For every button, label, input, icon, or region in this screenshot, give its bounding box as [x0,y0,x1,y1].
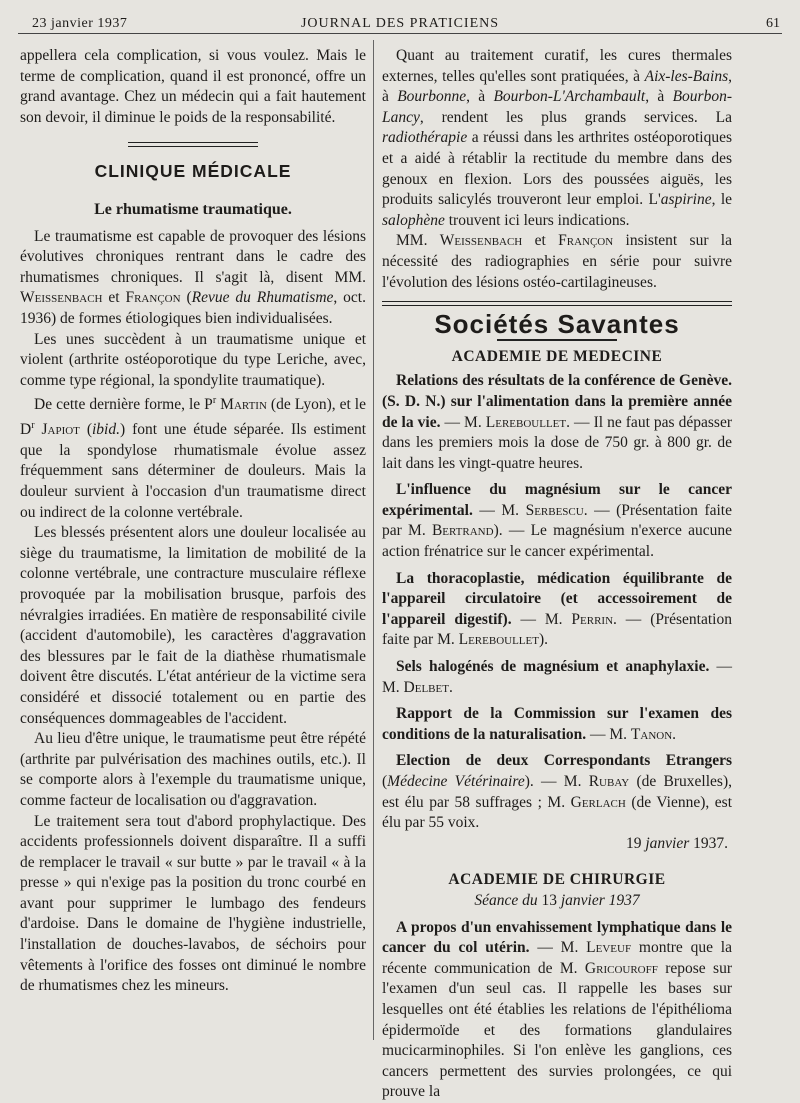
paragraph: MM. Weissenbach et Françon insistent sur la nécessité des radiographies en série pour suivre l'évolution des lésions ostéo-cartilagineuses. [382,232,732,291]
paragraph: Quant au traitement curatif, les cures thermales externes, telles qu'elles sont pratiquées, à Aix-les-Bains, à Bourbonne, à Bourbon-L'Archambault, à Bourbon-Lancy, rendent les plus grands services. La radiothérapie a réussi dans les arthrites ostéoporotiques et a aidé à rétablir la rectitude du membre dans des genoux en flexion. Lors des poussées aiguës, les produits salicylés trouveront leur emploi. L'aspirine, le salophène trouvent ici leurs indications. [382,47,733,229]
society-entry: Election de deux Correspondants Etrangers (Médecine Vétérinaire). — M. Rubay (de Bruxelles), est élu par 58 suffrages ; M. Gerlach (de Vienne), est élu par 55 voix. [382,752,732,832]
article-title: Le rhumatisme traumatique. [94,200,292,218]
column-divider [373,40,374,1040]
academy-heading: ACADEMIE DE CHIRURGIE [448,871,666,889]
journal-title: JOURNAL DES PRATICIENS [300,16,500,31]
society-entry: La thoracoplastie, médication équilibrante de l'appareil circulatoire (et accessoirement de l'appareil digestif). — M. Perrin. — (Présentation faite par M. Lereboullet). [382,569,732,649]
paragraph: Au lieu d'être unique, le traumatisme peut être répété (arthrite par pulvérisation des machines outils, etc.). Il se comporte alors à l'exemple du traumatisme unique, comme facteur de localisation ou d'aggravation. [20,730,366,809]
paragraph: Les unes succèdent à un traumatisme unique et violent (arthrite ostéoporotique du type Leriche, avec, comme type régional, la spondylite traumatique). [20,330,366,389]
section-heading: CLINIQUE MÉDICALE [94,161,292,182]
page-header [0,0,800,32]
issue-date: 23 janvier 1937 [32,16,128,31]
header-rule [18,33,782,34]
society-entry: L'influence du magnésium sur le cancer expérimental. — M. Serbescu. — (Présentation faite par M. Bertrand). — Le magnésium n'exerce aucune action frénatrice sur le cancer expérimental. [382,481,732,561]
paragraph: Le traitement sera tout d'abord prophylactique. Des accidents professionnels doivent disparaître. Il a suffi de remplacer le travail « sur butte » par le travail « à la presse » qui n'exige pas la position du tronc courbé en avant pour supprimer le lumbago des fendeurs d'ardoise. Dans le domaine de l'hygiène industrielle, l'installation de douches-lavabos, de séchoirs pour vêtements à l'orifice des fosses ont diminué le nombre de rhumatismes chez les mineurs. [20,812,366,995]
paragraph: Les blessés présentent alors une douleur localisée au siège du traumatisme, la limitation de mobilité de la colonne vertébrale, une contracture musculaire réflexe provoquée par la mobilisation brusque, parfois des névralgies irradiées. En matière de responsabilité civile (accident d'automobile), les caractères d'aggravation des blessures par le fait de la diathèse rhumatismale doivent être discutés. L'état antérieur de la victime sera considéré et dissocié totalement ou en partie des conséquences dommageables de l'accident. [20,524,366,727]
right-column [382,46,732,1103]
paragraph: De cette dernière forme, le $P^r$ Martin (de Lyon), et le $D^r$ Japiot (ibid.) font une étude séparée. Ils estiment que la spondylose rhumatismale évolue assez fréquemment sans déterminer de douleurs. Mais la douleur survient à l'occasion d'un traumatisme direct ou indirect de la colonne vertébrale. [20,395,366,521]
session-line: Séance du 13 janvier 1937 [474,891,640,909]
societies-title: Sociétés Savantes [434,309,680,340]
left-column [20,46,366,997]
intro-paragraph: appellera cela complication, si vous voulez. Mais le terme de complication, quand il est prononcé, offre un grand avantage. Chez un médecin qui a fait hautement son devoir, il diminue le poids de la responsabilité. [20,47,366,126]
session-date: 19 janvier 1937. [625,834,728,852]
academy-heading: ACADEMIE DE MEDECINE [451,347,663,365]
society-entry: Rapport de la Commission sur l'examen des conditions de la naturalisation. — M. Tanon. [382,705,732,743]
society-entry: Relations des résultats de la conférence de Genève. (S. D. N.) sur l'alimentation dans la première année de la vie. — M. Lereboullet. — Il ne faut pas dépasser dans les premiers mois la dose de 750 gr. à 800 gr. de lait dans les vingt-quatre heures. [382,372,732,472]
paragraph: Le traumatisme est capable de provoquer des lésions évolutives chroniques rentrant dans le cadre des rhumatismes chroniques. Il s'agit là, disent MM. Weissenbach et Françon (Revue du Rhumatisme, oct. 1936) de formes étiologiques bien individualisées. [20,227,366,327]
society-entry: Sels halogénés de magnésium et anaphylaxie. — M. Delbet. [382,658,733,696]
society-entry: A propos d'un envahissement lymphatique dans le cancer du col utérin. — M. Leveuf montre que la récente communication de M. Gricouroff repose sur l'examen d'un seul cas. Il rappelle les bases sur lesquelles ont été établies les relations de l'épithélioma épidermoïde et des formations glandulaires mucicarminophiles. Si l'on enlève les ganglions, ces cancers permettent des survies prolongées, ce qui prouve la [382,918,732,1101]
page-number: 61 [766,16,780,31]
